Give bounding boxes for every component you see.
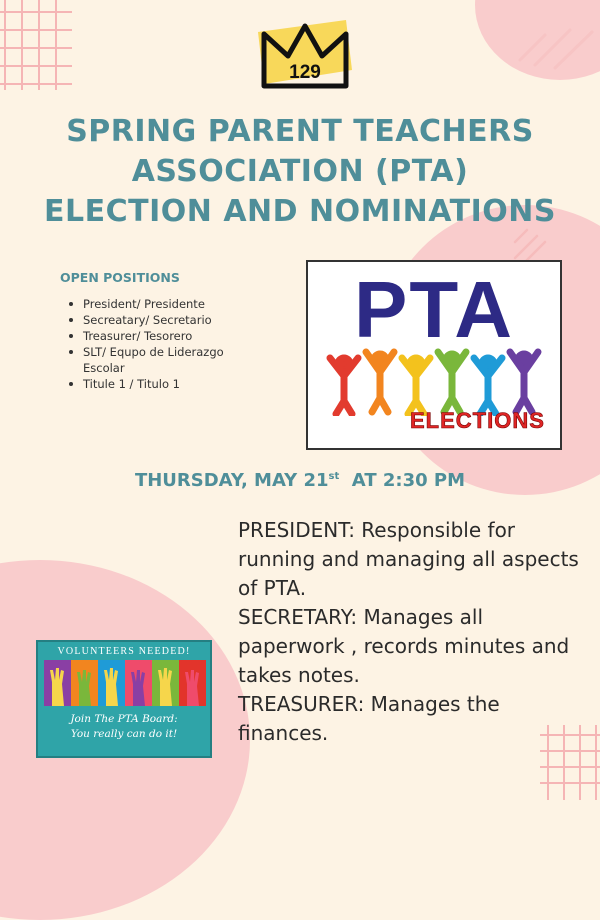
volunteers-line-1: Join The PTA Board: (70, 713, 178, 725)
crown-badge-icon (250, 10, 360, 100)
list-item: Treasurer/ Tesorero (64, 328, 254, 344)
volunteers-line-2: You really can do it! (70, 728, 178, 740)
dash-decoration-top-right (500, 20, 600, 70)
elections-word: ELECTIONS (410, 408, 545, 433)
role-descriptions (238, 516, 593, 748)
event-date (0, 470, 600, 491)
event-day-suffix: st (328, 471, 340, 482)
event-day: THURSDAY, MAY 21 (134, 470, 329, 491)
pta-elections-image (306, 260, 562, 450)
volunteers-needed-image (36, 640, 212, 758)
grid-decoration-top-left (0, 0, 80, 95)
list-item: Secreatary/ Secretario (64, 312, 254, 328)
pta-word: PTA (353, 265, 515, 354)
open-positions-list (64, 296, 254, 392)
volunteers-heading: VOLUNTEERS NEEDED! (57, 646, 191, 657)
raised-hands-icon (44, 660, 206, 706)
role-treasurer: TREASURER: Manages the finances. (238, 692, 500, 745)
volunteers-message (38, 712, 210, 742)
title-line-3: ELECTION AND NOMINATIONS (44, 194, 556, 229)
role-secretary: SECRETARY: Manages all paperwork , records minutes and takes notes. (238, 605, 570, 687)
open-positions-heading: OPEN POSITIONS (60, 270, 180, 285)
list-item: President/ Presidente (64, 296, 254, 312)
raised-hands-people-icon (322, 346, 548, 416)
page-title (0, 112, 600, 232)
title-line-2: ASSOCIATION (PTA) (131, 154, 469, 189)
crown-badge-number: 129 (289, 62, 321, 83)
list-item: Titule 1 / Titulo 1 (64, 376, 254, 392)
list-item: SLT/ Equpo de Liderazgo Escolar (64, 344, 254, 376)
role-president: PRESIDENT: Responsible for running and managing all aspects of PTA. (238, 518, 579, 600)
event-time: AT 2:30 PM (351, 470, 466, 491)
title-line-1: SPRING PARENT TEACHERS (66, 114, 534, 149)
